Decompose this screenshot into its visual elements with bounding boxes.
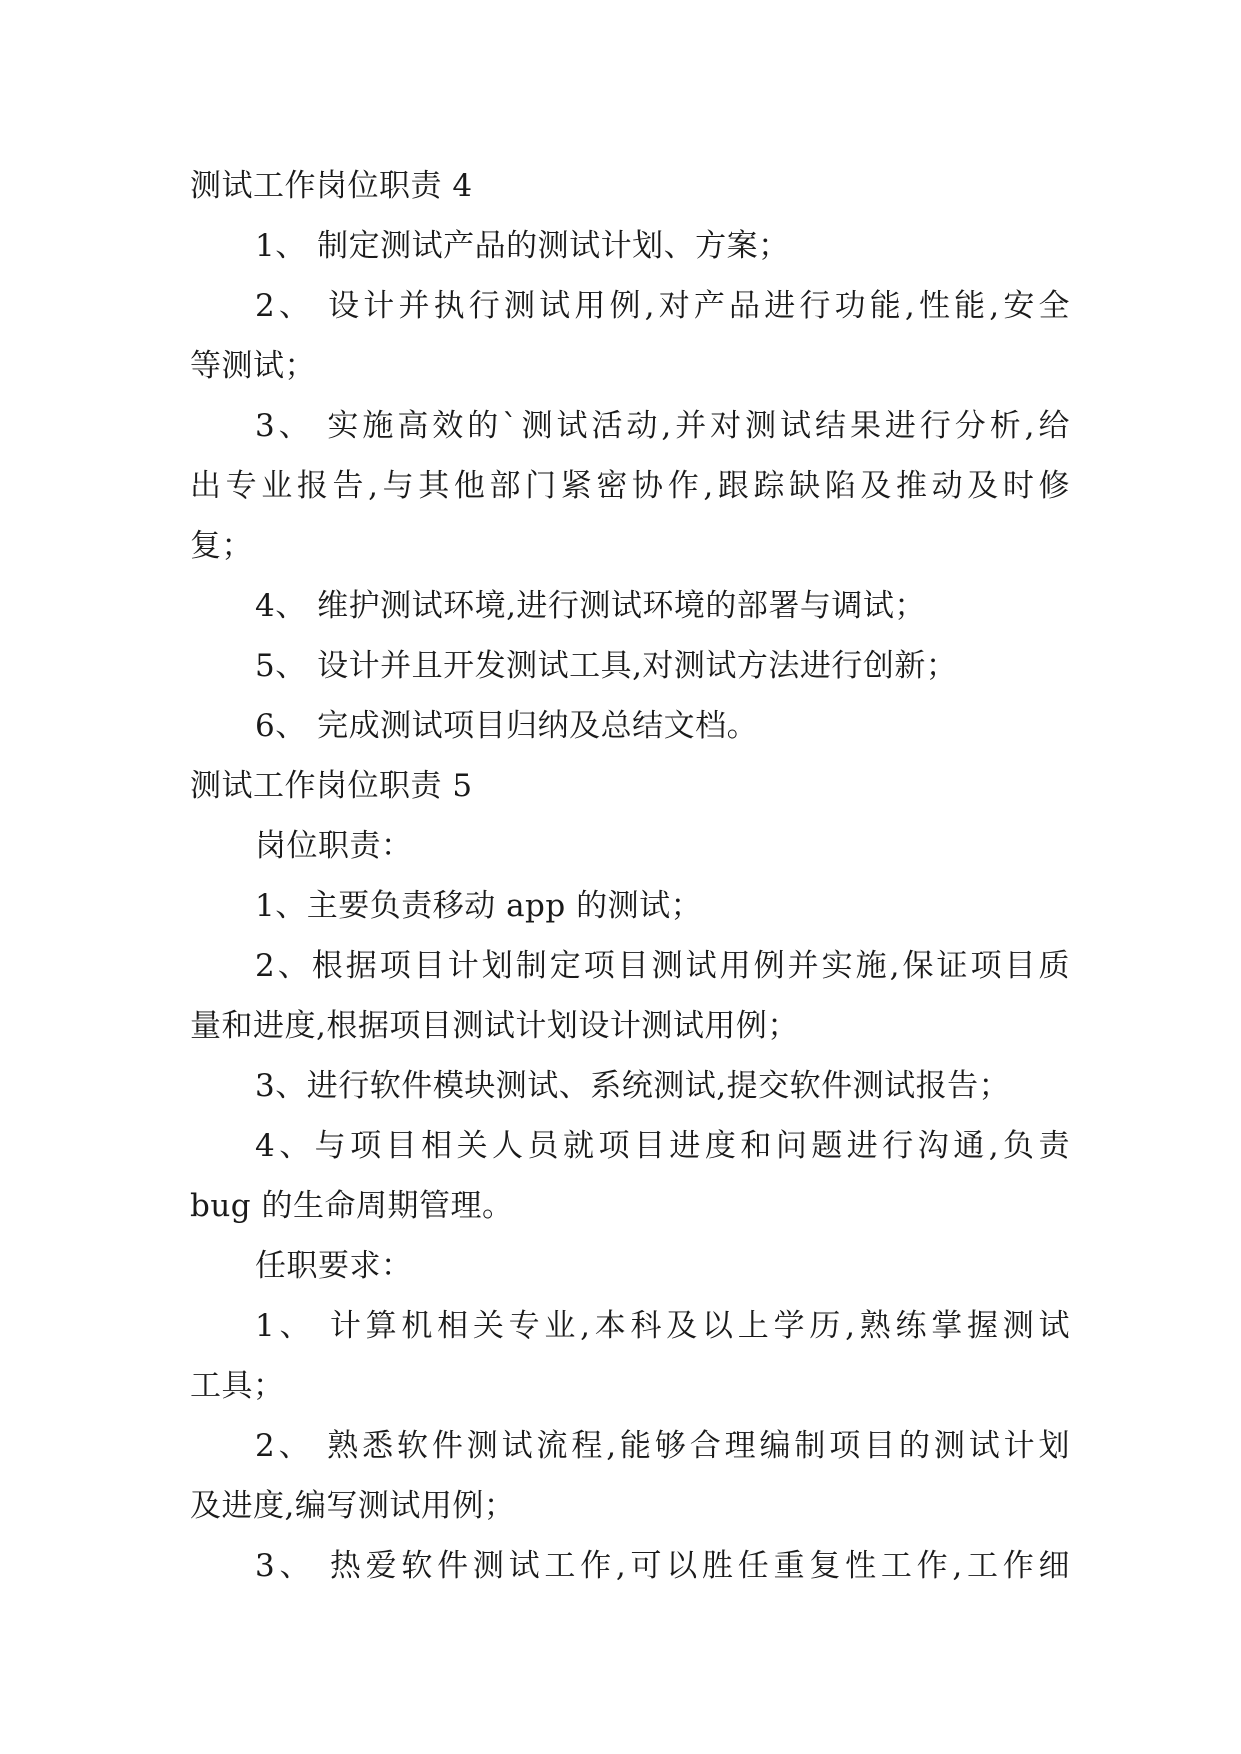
text-line: 量和进度,根据项目测试计划设计测试用例； — [190, 1008, 799, 1044]
text-line: 1、 计算机相关专业,本科及以上学历,熟练掌握测试 — [255, 1308, 1070, 1344]
text-line: 2、 熟悉软件测试流程,能够合理编制项目的测试计划 — [255, 1428, 1070, 1464]
text-line: 等测试； — [190, 348, 316, 384]
text-line: 出专业报告,与其他部门紧密协作,跟踪缺陷及推动及时修 — [190, 468, 1070, 504]
section-heading-5: 测试工作岗位职责 5 — [190, 768, 473, 804]
text-line: 及进度,编写测试用例； — [190, 1488, 516, 1524]
text-line: 4、 维护测试环境,进行测试环境的部署与调试； — [255, 588, 926, 624]
subheading-requirements: 任职要求： — [255, 1248, 413, 1284]
section-heading-4: 测试工作岗位职责 4 — [190, 168, 473, 204]
text-line: 1、主要负责移动 app 的测试； — [255, 888, 703, 924]
subheading-duties: 岗位职责： — [255, 828, 413, 864]
text-line: 6、 完成测试项目归纳及总结文档。 — [255, 708, 759, 744]
text-line: 复； — [190, 528, 253, 564]
text-line: 3、 实施高效的`测试活动,并对测试结果进行分析,给 — [255, 408, 1070, 444]
text-line: bug 的生命周期管理。 — [190, 1188, 514, 1224]
text-line: 3、 热爱软件测试工作,可以胜任重复性工作,工作细 — [255, 1548, 1070, 1584]
text-line: 5、 设计并且开发测试工具,对测试方法进行创新； — [255, 648, 958, 684]
text-line: 1、 制定测试产品的测试计划、方案； — [255, 228, 790, 264]
text-line: 2、 设计并执行测试用例,对产品进行功能,性能,安全 — [255, 288, 1070, 324]
text-line: 4、与项目相关人员就项目进度和问题进行沟通,负责 — [255, 1128, 1070, 1164]
text-line: 3、进行软件模块测试、系统测试,提交软件测试报告； — [255, 1068, 1011, 1104]
text-line: 2、根据项目计划制定项目测试用例并实施,保证项目质 — [255, 948, 1070, 984]
text-line: 工具； — [190, 1368, 285, 1404]
